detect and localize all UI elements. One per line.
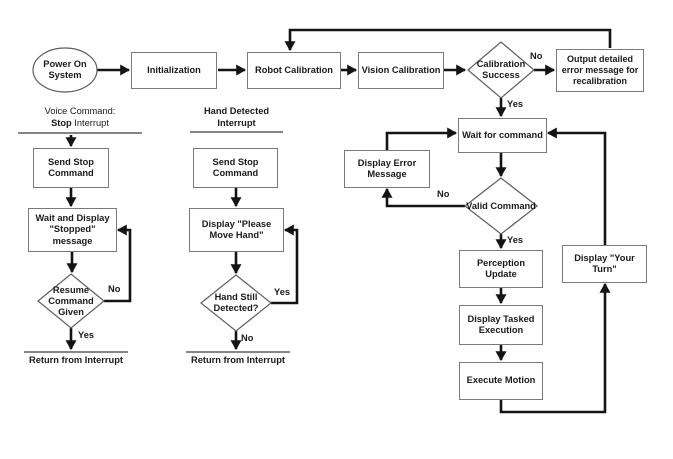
hand-no-text: No (241, 333, 254, 343)
node-robot-calibration (247, 52, 341, 89)
node-wait-and-display (28, 208, 117, 252)
hand-yes-text: Yes (274, 287, 291, 297)
resume-yes-text: Yes (78, 330, 95, 340)
diamond-calibration-success-text (468, 56, 534, 84)
node-perception-update (459, 250, 543, 288)
edge-label-resume-yes (78, 330, 94, 340)
arrow-recalibration-loop (290, 30, 610, 50)
node-display-tasked-label: Display Tasked Execution (467, 313, 535, 335)
valid-yes-text: Yes (507, 235, 524, 245)
diamond-valid-command-text (466, 192, 536, 220)
node-vision-calibration (358, 52, 444, 89)
node-send-stop-voice (33, 148, 109, 188)
node-wait-for-command (458, 118, 547, 153)
node-send-stop-hand-label: Send Stop Command (212, 156, 259, 178)
diamond-hand-still-text (201, 288, 271, 318)
return-voice-label: Return from Interrupt (29, 355, 123, 365)
node-display-error-message (344, 150, 430, 188)
hand-header-label: Hand Detected Interrupt (203, 106, 270, 128)
arrow-valid-no-error (387, 189, 465, 206)
calibration-success-label: Calibration Success (476, 59, 526, 80)
node-display-error-label: Display Error Message (357, 157, 417, 179)
edge-label-calibration-yes (507, 99, 523, 109)
edge-label-valid-no (437, 189, 449, 199)
node-wait-for-command-label: Wait for command (462, 129, 543, 140)
voice-header-rest: Interrupt (71, 117, 109, 128)
node-execute-motion (459, 362, 543, 400)
voice-header-stop: Stop (51, 117, 72, 128)
hand-still-label: Hand Still Detected? (213, 292, 259, 313)
return-hand-label: Return from Interrupt (191, 355, 285, 365)
node-display-please-move-label: Display "Please Move Hand" (201, 218, 272, 240)
valid-command-label: Valid Command (466, 200, 536, 211)
return-from-interrupt-voice (24, 355, 128, 365)
return-from-interrupt-hand (186, 355, 290, 365)
node-send-stop-hand (193, 148, 278, 188)
node-output-error (556, 49, 644, 92)
arrow-error-wait-loop (387, 133, 456, 150)
valid-no-text: No (437, 189, 450, 199)
node-vision-calibration-label: Vision Calibration (361, 64, 441, 75)
node-display-your-turn-label: Display "Your Turn" (574, 252, 635, 274)
node-output-error-label: Output detailed error message for recalibration (561, 54, 639, 86)
power-on-label: Power On System (43, 59, 87, 80)
edge-label-calibration-no (530, 51, 542, 61)
edge-label-valid-yes (507, 235, 523, 245)
node-robot-calibration-label: Robot Calibration (255, 64, 333, 75)
calibration-no-text: No (530, 51, 543, 61)
node-display-please-move (189, 208, 284, 252)
resume-no-text: No (108, 284, 121, 294)
node-wait-and-display-label: Wait and Display "Stopped" message (35, 213, 110, 246)
edge-label-resume-no (108, 284, 120, 294)
hand-interrupt-header (190, 106, 283, 129)
node-send-stop-voice-label: Send Stop Command (48, 156, 94, 178)
voice-interrupt-header (18, 106, 142, 129)
calibration-yes-text: Yes (507, 99, 524, 109)
resume-command-label: Resume Command Given (48, 285, 94, 317)
voice-header-line1: Voice Command: (44, 106, 116, 116)
oval-power-on-text (35, 56, 95, 84)
node-display-your-turn (562, 245, 647, 283)
edge-label-hand-yes (274, 287, 290, 297)
node-perception-update-label: Perception Update (476, 257, 526, 279)
edge-label-hand-no (241, 333, 253, 343)
node-display-tasked-execution (459, 305, 543, 345)
node-initialization (131, 52, 217, 89)
node-execute-motion-label: Execute Motion (466, 375, 536, 386)
diamond-resume-command-text (38, 283, 104, 320)
node-initialization-label: Initialization (147, 64, 201, 75)
arrow-yourturn-wait-loop (548, 133, 605, 245)
